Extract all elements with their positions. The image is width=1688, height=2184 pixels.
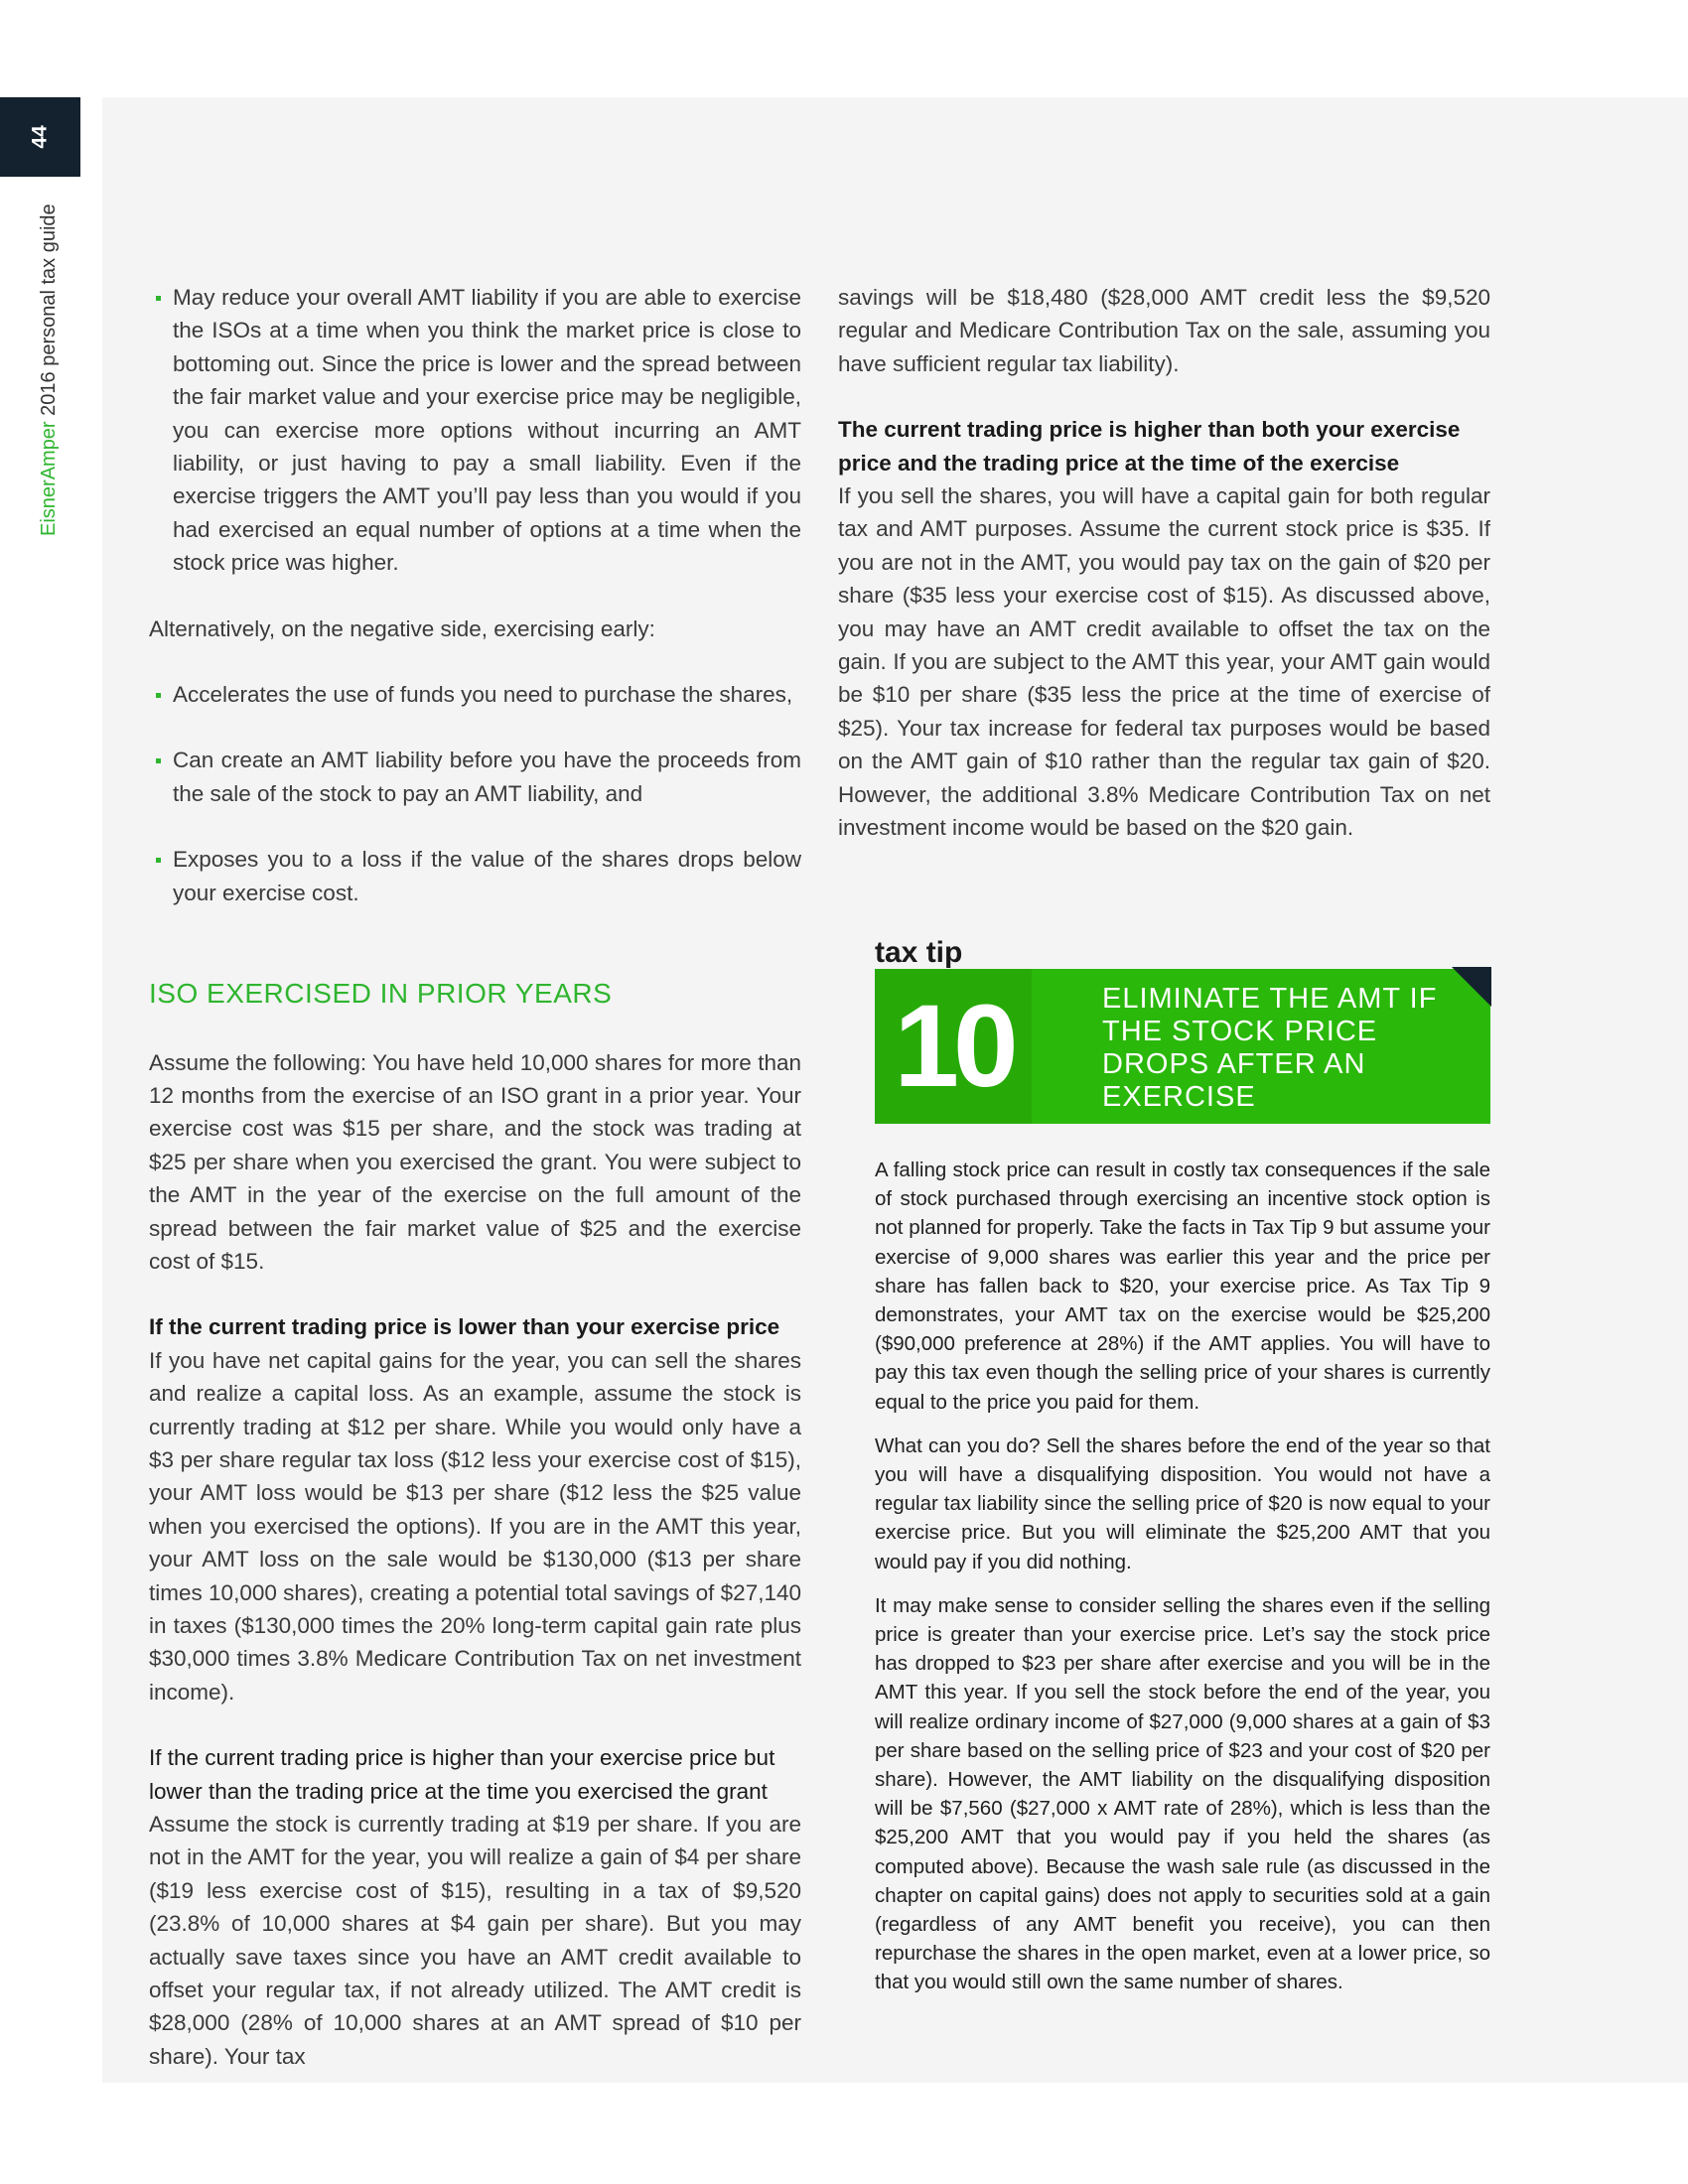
tax-tip-label: tax tip (875, 936, 963, 969)
tax-tip-banner (875, 969, 1490, 1124)
bullet-icon (156, 758, 161, 763)
tip-paragraph: A falling stock price can result in costly tax consequences if the sale of stock purchased through exercising an incentive stock option is not planned for properly. Take the facts in Tax Tip 9 but assume your exercise of 9,000 shares was earlier this year and the price per share has fallen back to $20, your exercise price. As Tax Tip 9 demonstrates, your AMT tax on the exercise would be $25,200 ($90,000 preference at 28%) if the AMT applies. You will have to pay this tax even though the selling price of your shares is currently equal to the price you paid for them. (875, 1159, 1490, 1414)
list-item (149, 843, 801, 909)
tax-tip-body (875, 1156, 1490, 2012)
bullet-text: Exposes you to a loss if the value of the shares drops below your exercise cost. (173, 847, 801, 905)
brand-name: EisnerAmper (38, 421, 60, 536)
case2-heading: If the current trading price is higher than your exercise price but lower than the trading price at the time you exercised the grant (149, 1745, 775, 1804)
left-column (149, 281, 801, 2073)
case1-heading: If the current trading price is lower than your exercise price (149, 1314, 780, 1340)
page-number-tab (0, 97, 80, 177)
list-item (149, 744, 801, 810)
case1-body: If you have net capital gains for the year, you can sell the shares and realize a capital loss. As an example, assume the stock is currently trading at $12 per share. While you would only have a $3 per share regular tax loss ($12 less your exercise cost of $15), your AMT loss would be $13 per share ($12 less the $25 value when you exercised the options). If you are in the AMT this year, your AMT loss on the sale would be $130,000 ($13 per share times 10,000 shares), creating a potential total savings of $27,140 in taxes ($130,000 times the 20% long-term capital gain rate plus $30,000 times 3.8% Medicare Contribution Tax on net investment income). (149, 1347, 801, 1705)
corner-fold-icon (1452, 967, 1491, 1007)
tax-tip-heading: ELIMINATE THE AMT IF THE STOCK PRICE DROPS AFTER AN EXERCISE (1102, 983, 1438, 1113)
list-item (149, 281, 801, 580)
bullet-text: Can create an AMT liability before you have the proceeds from the sale of the stock to pay an AMT liability, and (173, 748, 801, 806)
tip-paragraph: What can you do? Sell the shares before the end of the year so that you will have a disqualifying disposition. You would not have a regular tax liability since the selling price of $20 is now equal to your exercise price. But you will eliminate the $25,200 AMT that you would pay if you did nothing. (875, 1433, 1490, 1573)
tax-tip-number-box (875, 969, 1032, 1124)
list-item (149, 678, 801, 711)
bullet-icon (156, 693, 161, 698)
tip-paragraph: It may make sense to consider selling the shares even if the selling price is greater than your exercise price. Let’s say the stock price has dropped to $23 per share after exercise and you will be in the AMT this year. If you sell the stock before the end of the year, you will realize ordinary income of $27,000 (9,000 shares at a gain of $3 per share based on the selling price of $23 and your cost of $20 per share). However, the AMT liability on the disqualifying disposition will be $7,560 ($27,000 x AMT rate of 28%), which is less than the $25,200 AMT that you would pay if you held the shares (as computed above). Because the wash sale rule (as discussed in the chapter on capital gains) does not apply to securities sold at a gain (regardless of any AMT benefit you receive), you can then repurchase the shares in the open market, even at a lower price, so that you would still own the same number of shares. (875, 1593, 1490, 1994)
case3-body: If you sell the shares, you will have a capital gain for both regular tax and AMT purposes. Assume the current stock price is $35. If you are not in the AMT, you would pay tax on the gain of $20 per share ($35 less your exercise cost of $15). As discussed above, you may have an AMT credit available to offset the tax on the gain. If you are subject to the AMT this year, your AMT gain would be $10 per share ($35 less the price at the time of exercise of $25). Your tax increase for federal tax purposes would be based on the AMT gain of $10 rather than the regular tax gain of $20. However, the additional 3.8% Medicare Contribution Tax on net investment income would be based on the $20 gain. (838, 483, 1490, 841)
bullet-icon (156, 858, 161, 863)
bullet-text: Accelerates the use of funds you need to purchase the shares, (173, 682, 793, 708)
section-heading: ISO EXERCISED IN PRIOR YEARS (149, 978, 613, 1010)
tax-tip-number: 10 (894, 981, 1013, 1112)
case3-heading: The current trading price is higher than both your exercise price and the trading price at the time of the exercise (838, 417, 1461, 476)
continuation-text: savings will be $18,480 ($28,000 AMT credit less the $9,520 regular and Medicare Contribution Tax on the sale, assuming you have sufficient regular tax liability). (838, 285, 1490, 376)
guide-title: 2016 personal tax guide (38, 204, 60, 416)
case2-body: Assume the stock is currently trading at $19 per share. If you are not in the AMT for the year, you will realize a gain of $4 per share ($19 less exercise cost of $15), resulting in a tax of $9,520 (23.8% of 10,000 shares at $4 gain per share). But you may actually save taxes since you have an AMT credit available to offset your regular tax, if not already utilized. The AMT credit is $28,000 (28% of 10,000 shares at an AMT spread of $10 per share). Your tax (149, 1812, 801, 2069)
alt-intro: Alternatively, on the negative side, exercising early: (149, 615, 655, 641)
page-number: 44 (28, 125, 52, 149)
bullet-text: May reduce your overall AMT liability if you are able to exercise the ISOs at a time when you think the market price is close to bottoming out. Since the price is lower and the spread between the fair market value and your exercise price may be negligible, you can exercise more options without incurring an AMT liability, or just having to pay a small liability. Even if the exercise triggers the AMT you’ll pay less than you would if you had exercised an equal number of options at a time when the stock price was higher. (173, 285, 801, 576)
section-intro: Assume the following: You have held 10,000 shares for more than 12 months from the exercise of an ISO grant in a prior year. Your exercise cost was $15 per share, and the stock was trading at $25 per share when you exercised the grant. You were subject to the AMT in the year of the exercise on the full amount of the spread between the fair market value of $25 and the exercise cost of $15. (149, 1049, 801, 1274)
right-column (838, 281, 1490, 845)
running-header (38, 204, 61, 536)
bullet-icon (156, 296, 161, 301)
